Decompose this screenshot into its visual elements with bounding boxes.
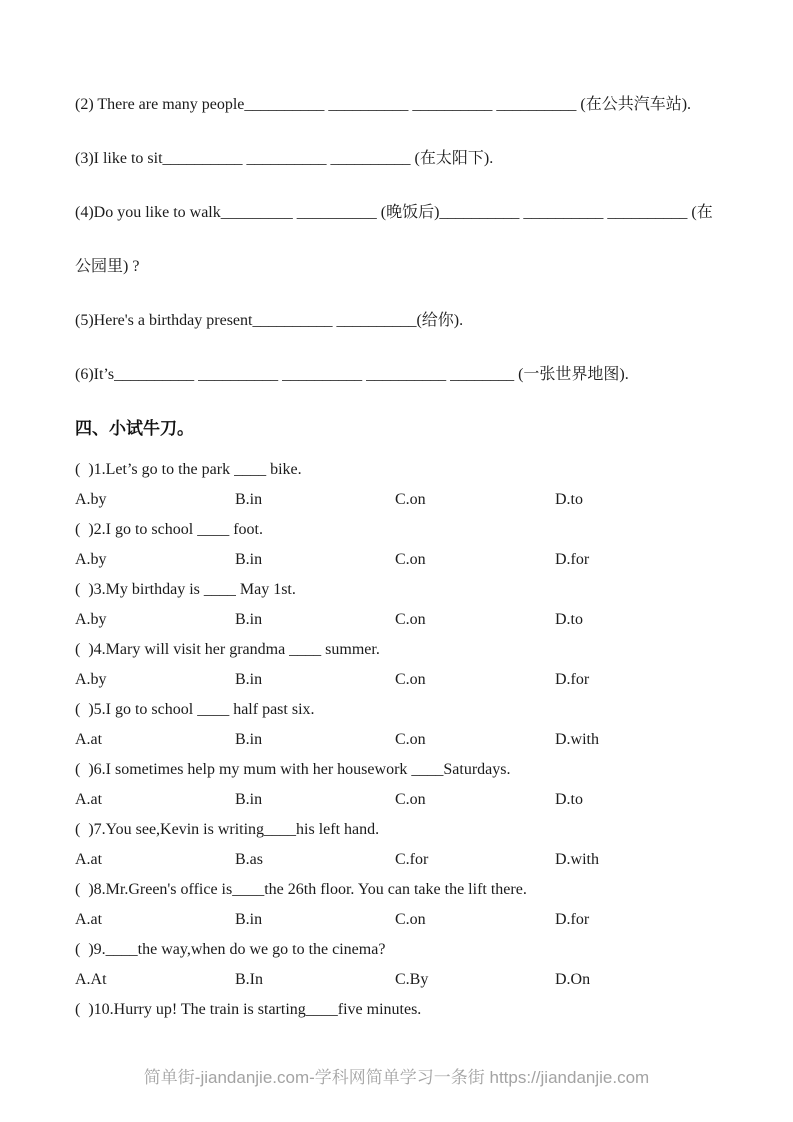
options-row-5 <box>75 725 765 755</box>
question-6: ( )6.I sometimes help my mum with her housework ____Saturdays. <box>75 761 511 778</box>
options-row-7 <box>75 845 765 875</box>
option-2-b: B.in <box>235 551 263 568</box>
fill-in-line-4-continued: 公园里) ? <box>75 258 140 275</box>
fill-in-line-3: (3)I like to sit__________ __________ __________ (在太阳下). <box>75 150 494 167</box>
option-6-c: C.on <box>395 791 426 808</box>
options-row-2 <box>75 545 765 575</box>
question-4: ( )4.Mary will visit her grandma ____ summer. <box>75 641 380 658</box>
option-3-d: D.to <box>555 611 583 628</box>
option-6-d: D.to <box>555 791 583 808</box>
option-8-c: C.on <box>395 911 426 928</box>
options-row-3 <box>75 605 765 635</box>
question-7: ( )7.You see,Kevin is writing____his left hand. <box>75 821 380 838</box>
option-1-b: B.in <box>235 491 263 508</box>
question-8: ( )8.Mr.Green's office is____the 26th floor. You can take the lift there. <box>75 881 527 898</box>
fill-in-line-5: (5)Here's a birthday present__________ __________(给你). <box>75 312 464 329</box>
question-10: ( )10.Hurry up! The train is starting____five minutes. <box>75 1001 422 1018</box>
option-8-b: B.in <box>235 911 263 928</box>
option-6-a: A.at <box>75 791 103 808</box>
question-1: ( )1.Let’s go to the park ____ bike. <box>75 461 302 478</box>
question-3: ( )3.My birthday is ____ May 1st. <box>75 581 296 598</box>
section-heading: 四、小试牛刀。 <box>75 419 194 438</box>
option-4-d: D.for <box>555 671 590 688</box>
fill-in-line-2: (2) There are many people__________ __________ __________ __________ (在公共汽车站). <box>75 96 692 113</box>
options-row-1 <box>75 485 765 515</box>
option-3-b: B.in <box>235 611 263 628</box>
fill-in-section <box>75 78 765 402</box>
options-row-6 <box>75 785 765 815</box>
option-1-d: D.to <box>555 491 583 508</box>
question-5: ( )5.I go to school ____ half past six. <box>75 701 315 718</box>
option-9-a: A.At <box>75 971 107 988</box>
option-8-d: D.for <box>555 911 590 928</box>
option-9-b: B.In <box>235 971 263 988</box>
option-1-a: A.by <box>75 491 107 508</box>
watermark-footer <box>0 1063 793 1093</box>
fill-in-line-6: (6)It’s__________ __________ __________ __________ ________ (一张世界地图). <box>75 366 629 383</box>
option-4-b: B.in <box>235 671 263 688</box>
options-row-4 <box>75 665 765 695</box>
option-2-c: C.on <box>395 551 426 568</box>
watermark-text: 简单街-jiandanjie.com-学科网简单学习一条街 https://jiandanjie.com <box>143 1068 650 1087</box>
option-9-d: D.On <box>555 971 591 988</box>
options-row-8 <box>75 905 765 935</box>
option-6-b: B.in <box>235 791 263 808</box>
option-7-b: B.as <box>235 851 263 868</box>
option-7-a: A.at <box>75 851 103 868</box>
option-7-c: C.for <box>395 851 429 868</box>
fill-in-line-4: (4)Do you like to walk_________ __________ (晚饭后)__________ __________ __________ (在 <box>75 204 713 221</box>
option-5-c: C.on <box>395 731 426 748</box>
multiple-choice-section <box>75 455 765 1025</box>
option-4-a: A.by <box>75 671 107 688</box>
option-5-b: B.in <box>235 731 263 748</box>
option-9-c: C.By <box>395 971 429 988</box>
option-8-a: A.at <box>75 911 103 928</box>
question-2: ( )2.I go to school ____ foot. <box>75 521 263 538</box>
option-1-c: C.on <box>395 491 426 508</box>
option-2-a: A.by <box>75 551 107 568</box>
option-4-c: C.on <box>395 671 426 688</box>
option-3-a: A.by <box>75 611 107 628</box>
option-7-d: D.with <box>555 851 599 868</box>
option-5-a: A.at <box>75 731 103 748</box>
option-2-d: D.for <box>555 551 590 568</box>
option-3-c: C.on <box>395 611 426 628</box>
options-row-9 <box>75 965 765 995</box>
option-5-d: D.with <box>555 731 599 748</box>
question-9: ( )9.____the way,when do we go to the cinema? <box>75 941 386 958</box>
